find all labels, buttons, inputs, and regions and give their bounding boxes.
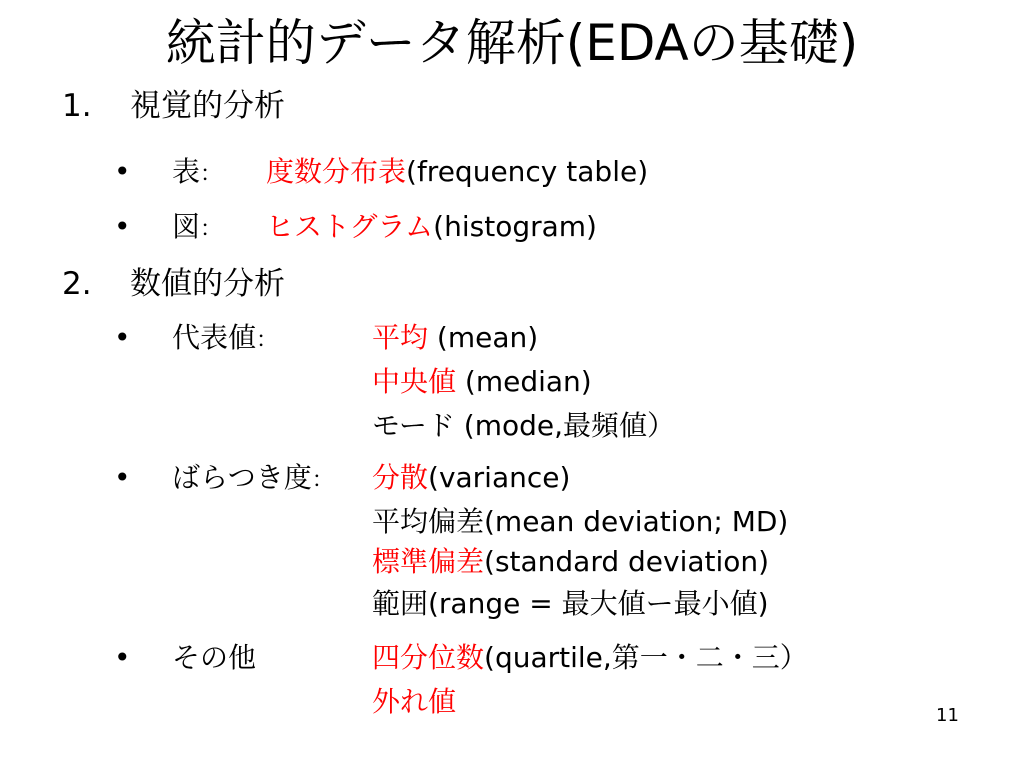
item-label-text: 図 bbox=[172, 210, 201, 243]
item-label bbox=[172, 205, 222, 252]
item-label-colon: ： bbox=[256, 328, 279, 353]
highlight-term: 標準偏差 bbox=[372, 545, 485, 578]
item-value-line bbox=[372, 582, 769, 626]
item-value-line bbox=[372, 680, 456, 724]
item-value-line bbox=[372, 360, 592, 404]
term-description: (standard deviation) bbox=[484, 545, 770, 578]
item-label-text: その他 bbox=[172, 641, 257, 674]
term-description: 範囲(range = 最大値ー最小値) bbox=[372, 587, 769, 620]
highlight-term: ヒストグラム bbox=[266, 210, 434, 243]
item-label-colon: ： bbox=[200, 217, 223, 242]
bullet-icon: • bbox=[114, 461, 131, 494]
bullet-icon: • bbox=[114, 210, 131, 243]
page-number: 11 bbox=[936, 705, 959, 726]
bullet-icon: • bbox=[114, 155, 131, 188]
term-description: (frequency table) bbox=[406, 155, 649, 188]
item-label-text: 代表値 bbox=[172, 321, 257, 354]
item-label bbox=[172, 150, 222, 197]
item-value-line bbox=[372, 456, 570, 500]
term-description: (quartile,第一・二・三） bbox=[484, 641, 808, 674]
section-number: 1. bbox=[62, 88, 92, 124]
highlight-term: 平均 bbox=[372, 321, 429, 354]
highlight-term: 中央値 bbox=[372, 365, 457, 398]
item-value-line bbox=[266, 150, 648, 194]
item-label-colon: ： bbox=[200, 162, 223, 187]
item-label-text: 表 bbox=[172, 155, 201, 188]
highlight-term: 外れ値 bbox=[372, 685, 457, 718]
highlight-term: 度数分布表 bbox=[266, 155, 407, 188]
bullet-icon: • bbox=[114, 641, 131, 674]
slide-title: 統計的データ解析(EDAの基礎) bbox=[165, 14, 859, 72]
item-label bbox=[172, 316, 278, 363]
term-description: 平均偏差(mean deviation; MD) bbox=[372, 505, 789, 538]
item-label bbox=[172, 456, 334, 503]
section-number: 2. bbox=[62, 266, 92, 302]
item-label bbox=[172, 636, 256, 683]
term-description: (median) bbox=[456, 365, 592, 398]
item-value-line bbox=[372, 500, 788, 544]
item-value-line bbox=[372, 316, 538, 360]
item-value-line bbox=[372, 404, 675, 448]
section-heading: 数値的分析 bbox=[130, 266, 285, 302]
section-heading: 視覚的分析 bbox=[130, 88, 285, 124]
item-label-text: ばらつき度 bbox=[172, 461, 312, 494]
highlight-term: 四分位数 bbox=[372, 641, 485, 674]
term-description: (mean) bbox=[428, 321, 539, 354]
term-description: モード (mode,最頻値） bbox=[372, 409, 676, 442]
term-description: (histogram) bbox=[433, 210, 597, 243]
item-value-line bbox=[372, 540, 769, 584]
highlight-term: 分散 bbox=[372, 461, 429, 494]
item-value-line bbox=[266, 205, 597, 249]
term-description: (variance) bbox=[428, 461, 571, 494]
bullet-icon: • bbox=[114, 321, 131, 354]
item-label-colon: ： bbox=[311, 468, 334, 493]
item-value-line bbox=[372, 636, 808, 680]
